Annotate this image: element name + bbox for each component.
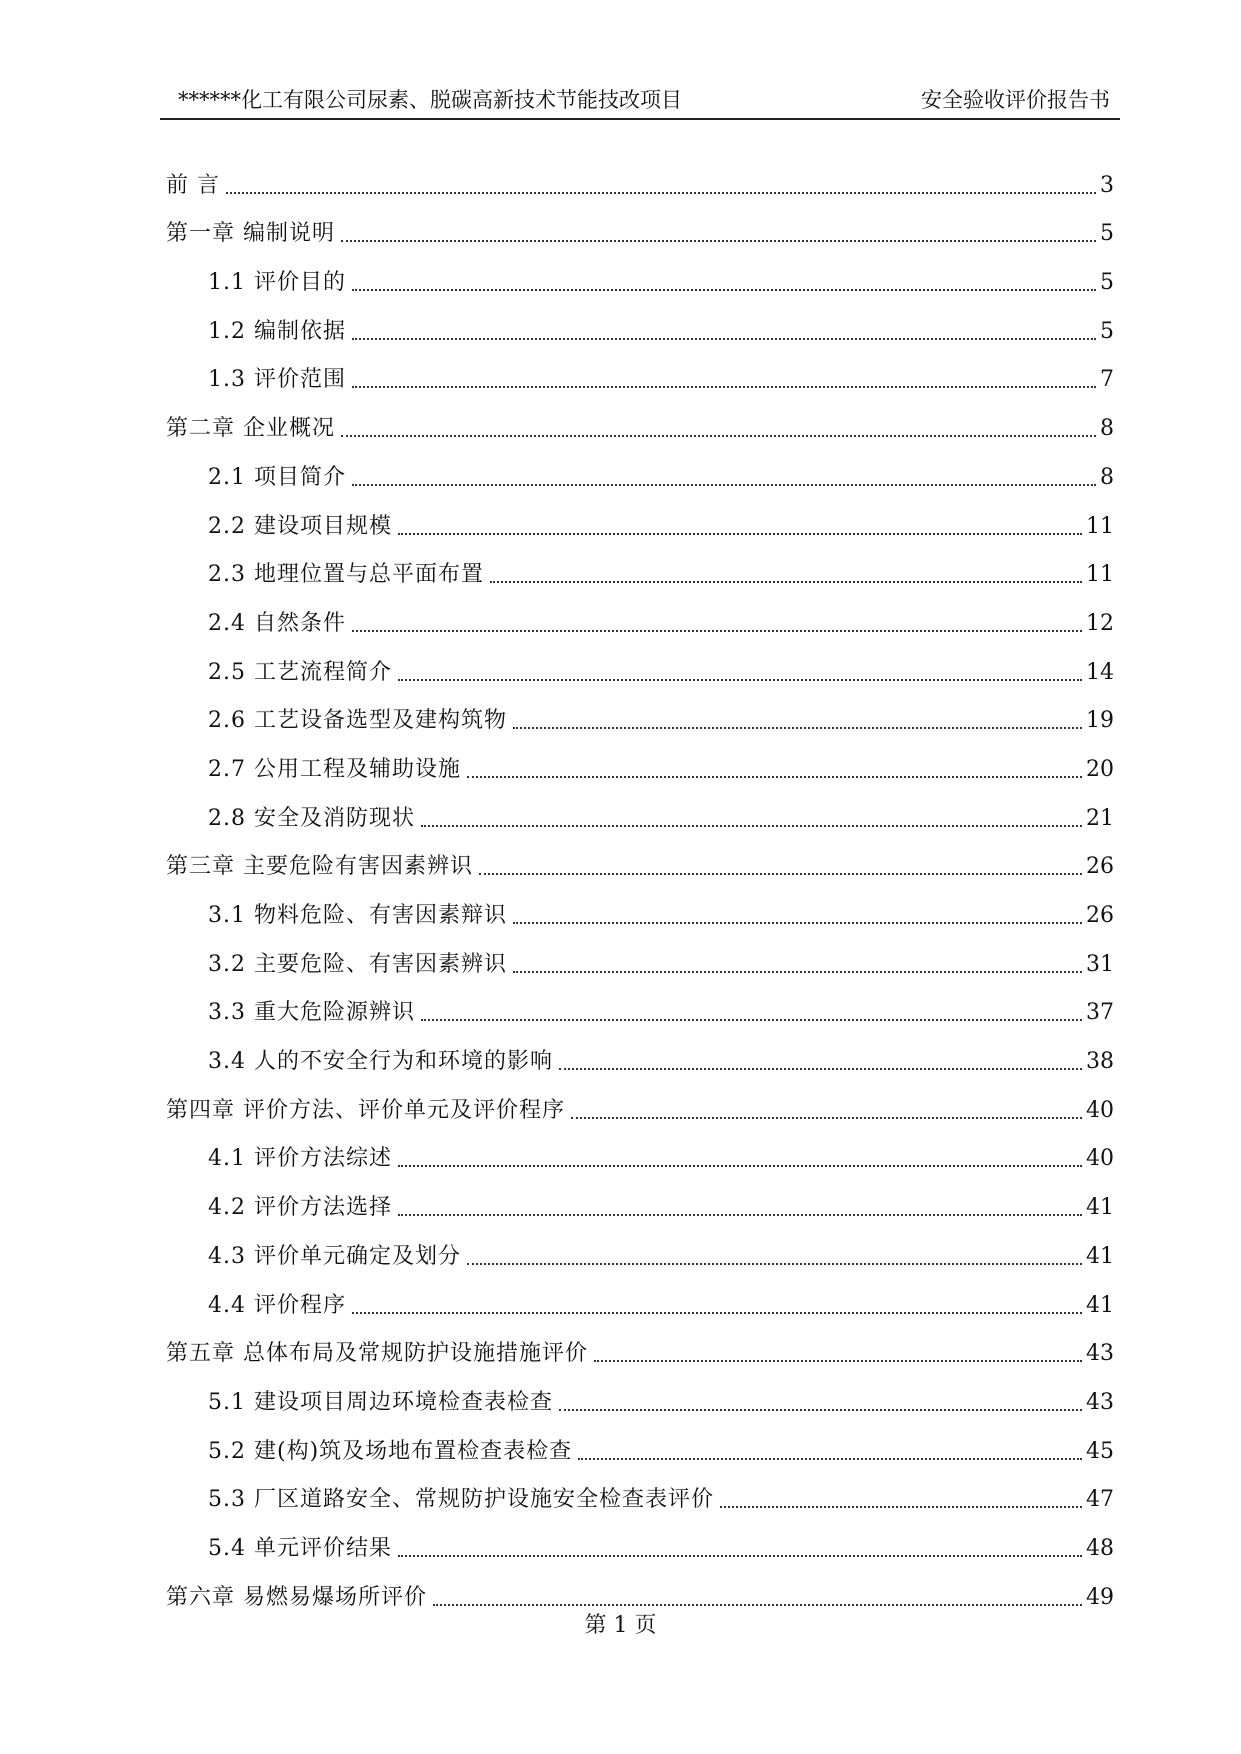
toc-entry-title: 第二章 企业概况 <box>166 416 335 442</box>
dot-leader <box>513 922 1082 924</box>
toc-entry[interactable] <box>166 931 1114 980</box>
dot-leader <box>352 630 1082 632</box>
dot-leader <box>513 727 1082 729</box>
toc-entry-title: 第一章 编制说明 <box>166 221 335 247</box>
toc-entry-page: 47 <box>1086 1487 1114 1513</box>
header-report-title: 安全验收评价报告书 <box>921 88 1110 112</box>
toc-entry[interactable] <box>166 590 1114 639</box>
toc-entry-title: 4.4 评价程序 <box>208 1292 346 1318</box>
toc-entry[interactable] <box>166 688 1114 737</box>
toc-entry-title: 3.3 重大危险源辨识 <box>208 1000 415 1026</box>
dot-leader <box>559 1409 1082 1411</box>
toc-entry[interactable] <box>166 298 1114 347</box>
toc-entry-page: 38 <box>1086 1049 1114 1075</box>
toc-entry[interactable] <box>166 1077 1114 1126</box>
toc-entry[interactable] <box>166 347 1114 396</box>
toc-entry-title: 2.2 建设项目规模 <box>208 513 392 539</box>
toc-entry-page: 48 <box>1086 1535 1114 1561</box>
toc-entry[interactable] <box>166 1272 1114 1321</box>
toc-entry-title: 3.1 物料危险、有害因素辩识 <box>208 903 507 928</box>
toc-entry-page: 45 <box>1086 1438 1114 1464</box>
toc-entry-page: 21 <box>1086 805 1114 831</box>
toc-entry[interactable] <box>166 1467 1114 1516</box>
dot-leader <box>594 1360 1082 1362</box>
toc-entry[interactable] <box>166 1174 1114 1223</box>
toc-entry-page: 40 <box>1086 1146 1114 1172</box>
toc-entry-page: 12 <box>1086 610 1114 636</box>
toc-entry[interactable] <box>166 1369 1114 1418</box>
dot-leader <box>421 825 1082 827</box>
toc-entry-page: 43 <box>1086 1389 1114 1415</box>
toc-entry-title: 5.1 建设项目周边环境检查表检查 <box>208 1389 553 1415</box>
dot-leader <box>398 1214 1082 1216</box>
table-of-contents <box>166 152 1114 1613</box>
toc-entry[interactable] <box>166 1418 1114 1467</box>
dot-leader <box>559 1068 1082 1070</box>
toc-entry[interactable] <box>166 980 1114 1029</box>
toc-entry-page: 19 <box>1086 708 1114 734</box>
dot-leader <box>341 240 1096 242</box>
toc-entry-page: 31 <box>1086 951 1114 977</box>
dot-leader <box>226 192 1096 194</box>
dot-leader <box>421 1019 1082 1021</box>
dot-leader <box>467 776 1082 778</box>
toc-entry-page: 26 <box>1086 854 1114 880</box>
toc-entry[interactable] <box>166 1321 1114 1370</box>
dot-leader <box>490 581 1082 583</box>
toc-entry-title: 4.1 评价方法综述 <box>208 1146 392 1172</box>
toc-entry-page: 8 <box>1100 416 1114 442</box>
toc-entry[interactable] <box>166 201 1114 250</box>
dot-leader <box>398 1555 1082 1557</box>
dot-leader <box>352 289 1096 291</box>
toc-entry-title: 1.1 评价目的 <box>208 270 346 296</box>
toc-entry-page: 41 <box>1086 1243 1114 1269</box>
dot-leader <box>341 435 1096 437</box>
dot-leader <box>398 679 1082 681</box>
toc-entry-title: 3.2 主要危险、有害因素辨识 <box>208 951 507 977</box>
toc-entry[interactable] <box>166 152 1114 201</box>
toc-entry-title: 2.6 工艺设备选型及建构筑物 <box>208 708 507 734</box>
toc-entry-page: 43 <box>1086 1341 1114 1367</box>
toc-entry-page: 11 <box>1086 562 1114 588</box>
toc-entry-title: 1.2 编制依据 <box>208 318 346 344</box>
toc-entry[interactable] <box>166 639 1114 688</box>
toc-entry-page: 41 <box>1086 1195 1114 1221</box>
dot-leader <box>467 1263 1082 1265</box>
toc-entry-page: 49 <box>1086 1584 1114 1610</box>
toc-entry-title: 第三章 主要危险有害因素辨识 <box>166 854 473 880</box>
page-header <box>160 84 1120 120</box>
dot-leader <box>398 1165 1082 1167</box>
toc-entry[interactable] <box>166 1028 1114 1077</box>
toc-entry-page: 5 <box>1100 221 1114 247</box>
page-number: 第 1 页 <box>584 1613 657 1638</box>
toc-entry-title: 2.3 地理位置与总平面布置 <box>208 562 484 588</box>
header-project-title: ******化工有限公司尿素、脱碳高新技术节能技改项目 <box>178 88 682 112</box>
toc-entry-title: 5.2 建(构)筑及场地布置检查表检查 <box>208 1438 573 1464</box>
toc-entry[interactable] <box>166 249 1114 298</box>
toc-entry-title: 4.3 评价单元确定及划分 <box>208 1243 461 1269</box>
toc-entry-page: 20 <box>1086 756 1114 782</box>
toc-entry[interactable] <box>166 493 1114 542</box>
toc-entry-title: 第四章 评价方法、评价单元及评价程序 <box>166 1097 565 1123</box>
toc-entry[interactable] <box>166 1223 1114 1272</box>
toc-entry-title: 4.2 评价方法选择 <box>208 1195 392 1221</box>
toc-entry-title: 第六章 易燃易爆场所评价 <box>166 1584 427 1610</box>
toc-entry-page: 3 <box>1100 172 1114 198</box>
dot-leader <box>352 484 1096 486</box>
toc-entry-title: 5.3 厂区道路安全、常规防护设施安全检查表评价 <box>208 1487 714 1513</box>
toc-entry-title: 2.5 工艺流程简介 <box>208 659 392 685</box>
toc-entry[interactable] <box>166 736 1114 785</box>
toc-entry-page: 14 <box>1086 659 1114 685</box>
toc-entry-page: 5 <box>1100 270 1114 296</box>
dot-leader <box>352 338 1096 340</box>
toc-entry[interactable] <box>166 542 1114 591</box>
toc-entry-page: 11 <box>1086 513 1114 539</box>
dot-leader <box>433 1604 1082 1606</box>
dot-leader <box>720 1506 1082 1508</box>
toc-entry-title: 5.4 单元评价结果 <box>208 1535 392 1561</box>
toc-entry-title: 2.7 公用工程及辅助设施 <box>208 756 461 782</box>
toc-entry-page: 26 <box>1086 903 1114 928</box>
toc-entry-title: 2.8 安全及消防现状 <box>208 805 415 831</box>
dot-leader <box>513 971 1082 973</box>
dot-leader <box>352 386 1096 388</box>
toc-entry-page: 41 <box>1086 1292 1114 1318</box>
toc-entry[interactable] <box>166 444 1114 493</box>
dot-leader <box>352 1312 1082 1314</box>
toc-entry[interactable] <box>166 882 1114 931</box>
dot-leader <box>479 873 1082 875</box>
toc-entry-title: 3.4 人的不安全行为和环境的影响 <box>208 1049 553 1075</box>
toc-entry-page: 37 <box>1086 1000 1114 1026</box>
toc-entry[interactable] <box>166 834 1114 883</box>
toc-entry[interactable] <box>166 1515 1114 1564</box>
toc-entry[interactable] <box>166 395 1114 444</box>
toc-entry-page: 40 <box>1086 1097 1114 1123</box>
toc-entry-title: 1.3 评价范围 <box>208 367 346 393</box>
dot-leader <box>398 533 1082 535</box>
toc-entry[interactable] <box>166 1564 1114 1613</box>
dot-leader <box>578 1458 1082 1460</box>
toc-entry-title: 2.4 自然条件 <box>208 610 346 636</box>
toc-entry-page: 8 <box>1100 464 1114 490</box>
dot-leader <box>571 1117 1082 1119</box>
toc-entry[interactable] <box>166 785 1114 834</box>
toc-entry-title: 前 言 <box>166 172 220 198</box>
toc-entry-page: 7 <box>1100 367 1114 393</box>
toc-entry-title: 2.1 项目简介 <box>208 464 346 490</box>
toc-entry[interactable] <box>166 1126 1114 1175</box>
toc-entry-page: 5 <box>1100 318 1114 344</box>
toc-entry-title: 第五章 总体布局及常规防护设施措施评价 <box>166 1341 588 1367</box>
